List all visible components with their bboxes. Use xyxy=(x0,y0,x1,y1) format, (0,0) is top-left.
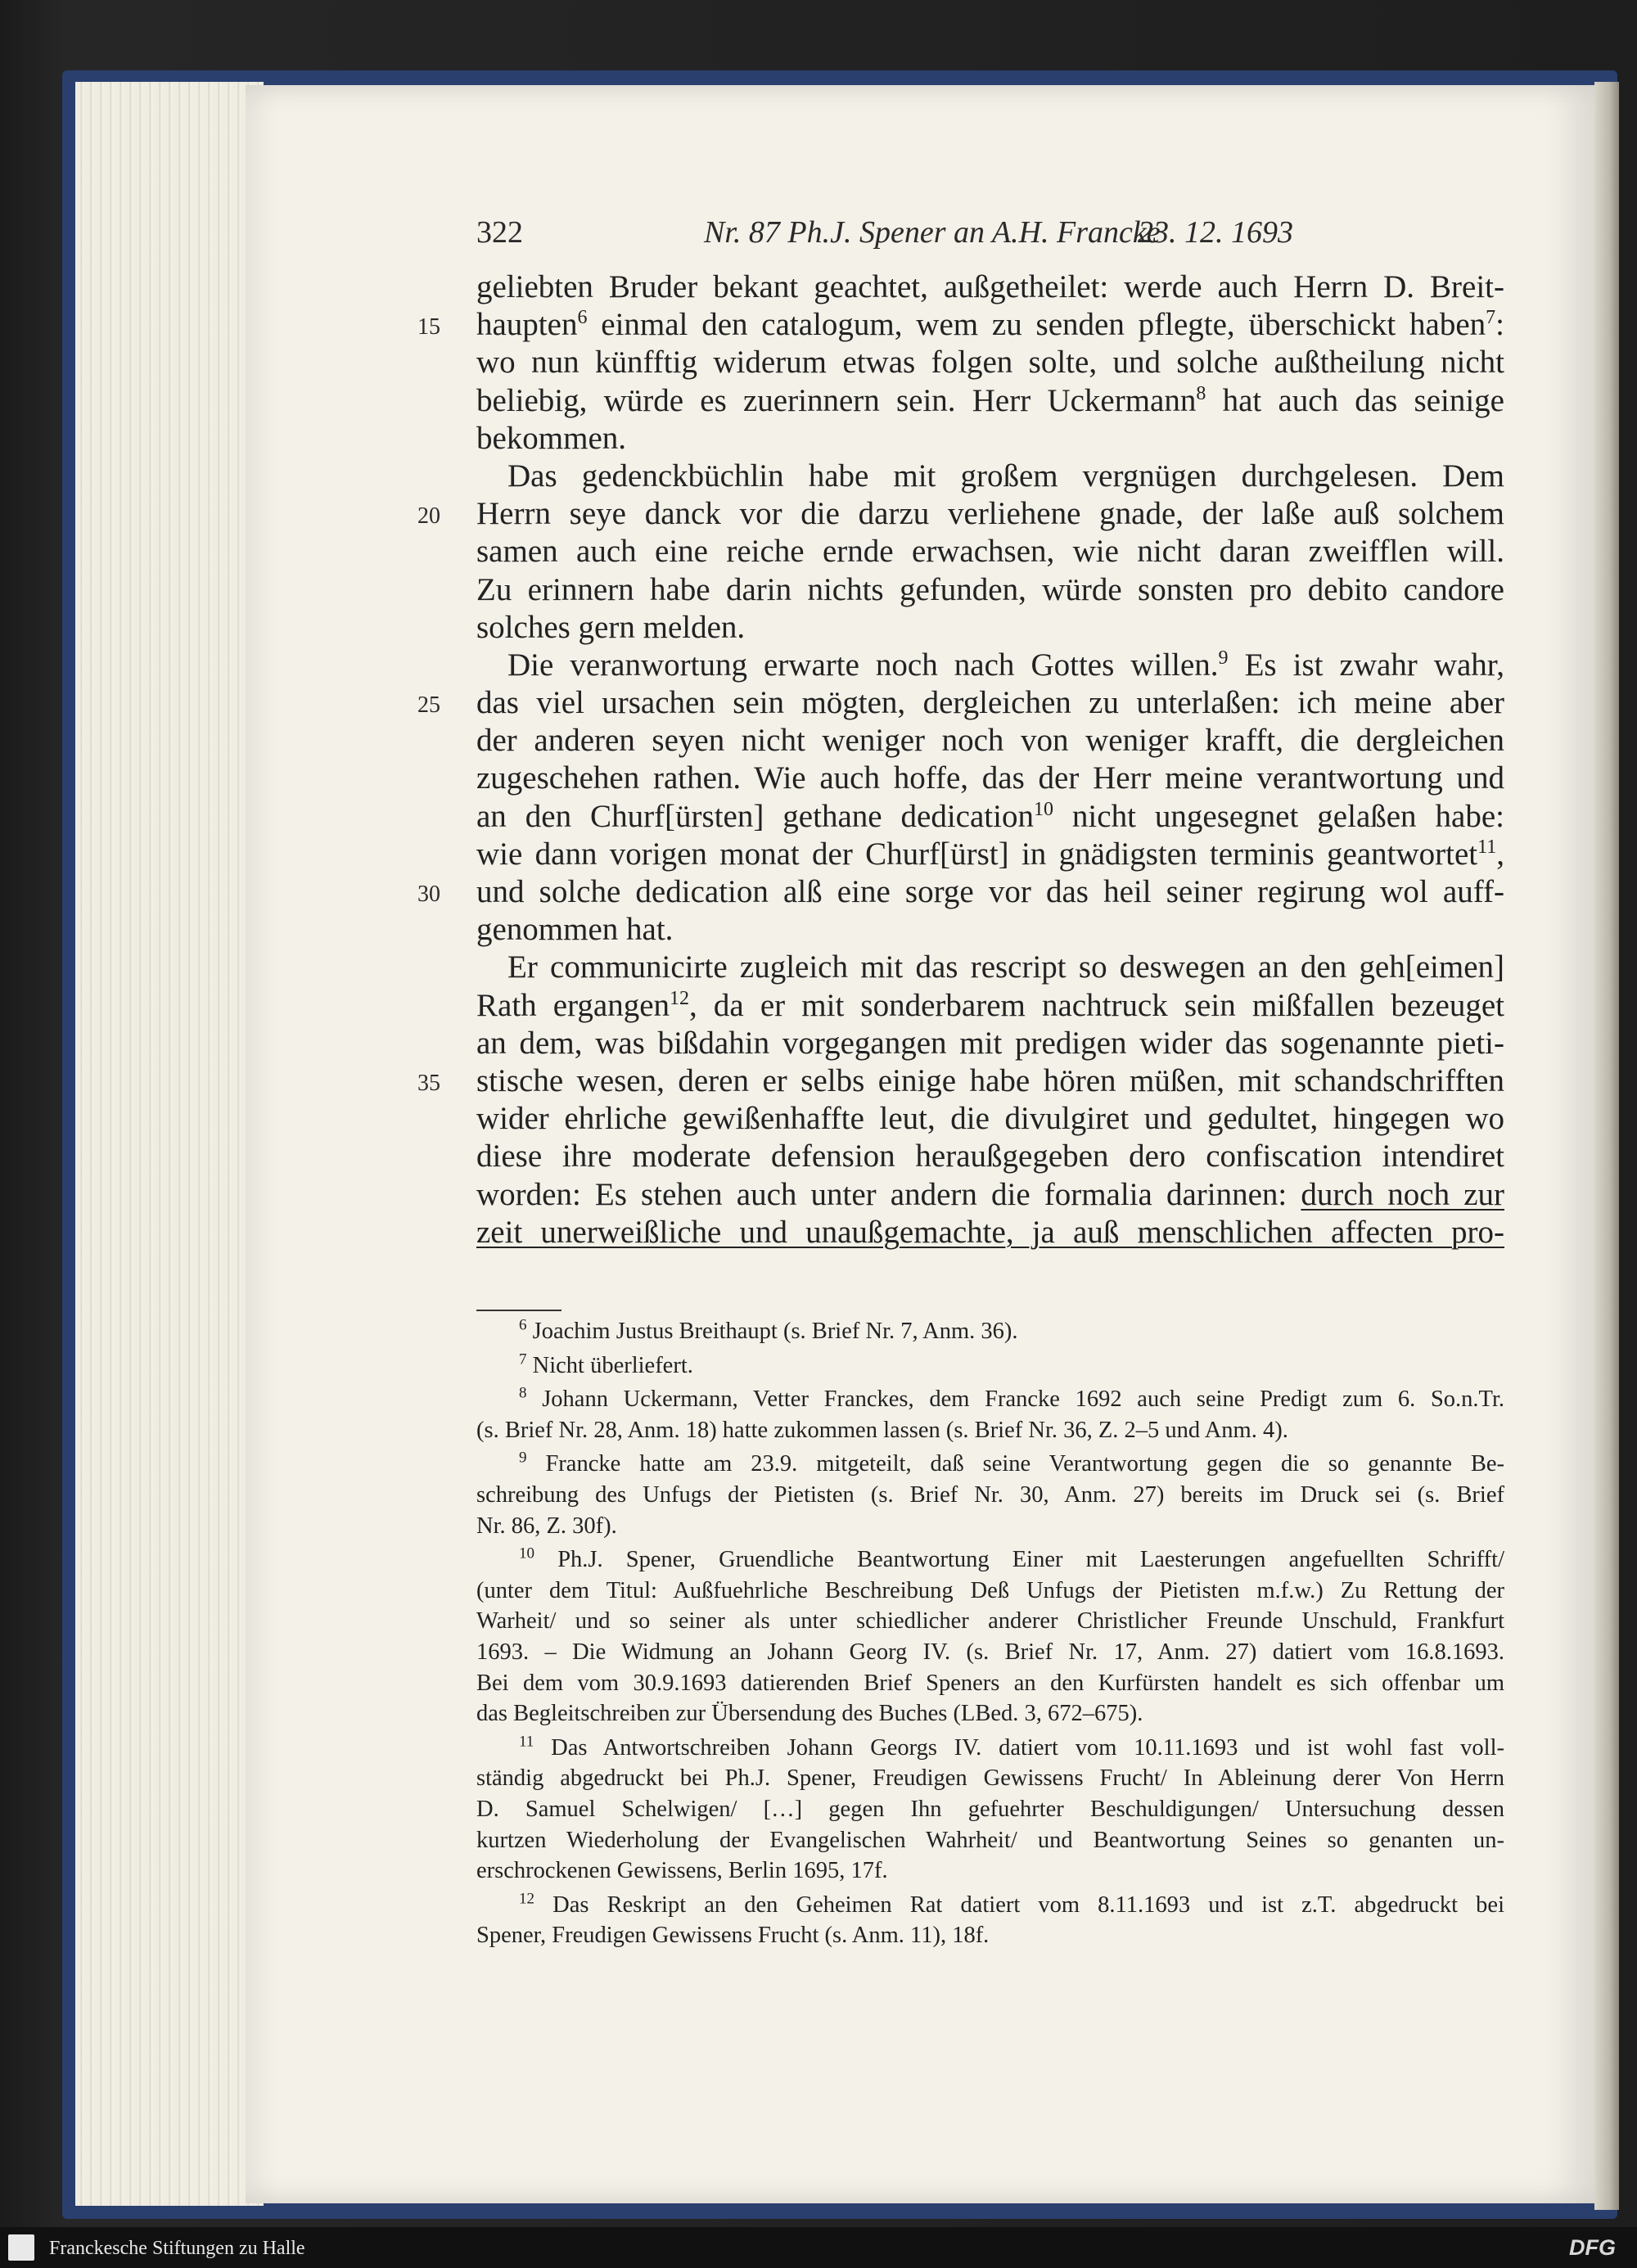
footnote xyxy=(476,1544,1504,1729)
footnote-line xyxy=(476,1511,1504,1542)
footnote-text: Ph.J. Spener, Gruendliche Beantwortung Einer mit Laesterungen angefuellten Schrifft/ xyxy=(557,1547,1505,1573)
footnote-ref: 11 xyxy=(1477,836,1497,858)
header-title: Nr. 87 Ph.J. Spener an A.H. Francke xyxy=(704,215,1161,250)
footnote-text: schreibung des Unfugs der Pietisten (s. Brief Nr. 30, Anm. 27) bereits im Druck sei (s. Brief xyxy=(476,1481,1504,1508)
text-segment: Es ist zwahr wahr, xyxy=(1228,647,1504,683)
text-segment: hat auch das seinige xyxy=(1206,382,1504,418)
footnote-line xyxy=(476,1449,1504,1480)
page-number: 322 xyxy=(476,215,523,250)
letter-body xyxy=(476,268,1504,1251)
line-number: 15 xyxy=(417,314,440,340)
text-segment: solches gern melden. xyxy=(476,609,746,645)
footnote-number: 6 xyxy=(519,1316,527,1334)
line-number: 25 xyxy=(417,692,440,719)
text-segment: , da er mit sonderbarem nachtruck sein mißfallen bezeuget xyxy=(689,987,1504,1023)
footnote-text: Spener, Freudigen Gewissens Frucht (s. Anm. 11), 18f. xyxy=(476,1923,990,1949)
footnote-text: das Begleitschreiben zur Übersendung des Buches (LBed. 3, 672–675). xyxy=(476,1701,1143,1727)
footnote-line xyxy=(476,1855,1504,1887)
footnote xyxy=(476,1890,1504,1951)
text-line xyxy=(476,836,1504,873)
text-segment: worden: Es stehen auch unter andern die formalia darinnen: xyxy=(476,1176,1301,1212)
text-segment: bekommen. xyxy=(476,420,627,456)
dfg-logo: DFG xyxy=(1569,2235,1616,2260)
footnote-line xyxy=(476,1316,1504,1347)
text-line xyxy=(476,1100,1504,1138)
text-segment: Herrn seye danck vor die darzu verliehene gnade, der laße auß solchem xyxy=(476,496,1504,532)
footnote-text: (s. Brief Nr. 28, Anm. 18) hatte zukommen lassen (s. Brief Nr. 36, Z. 2–5 und Anm. 4). xyxy=(476,1417,1288,1443)
footnote-line xyxy=(476,1794,1504,1825)
text-segment: nicht ungesegnet gelaßen habe: xyxy=(1053,798,1504,834)
footnote xyxy=(476,1449,1504,1541)
text-segment: stische wesen, deren er selbs einige habe hören müßen, mit schandschrifften xyxy=(476,1062,1504,1098)
header-date: 23. 12. 1693 xyxy=(1138,215,1293,250)
footnote-text: 1693. – Die Widmung an Johann Georg IV. (s. Brief Nr. 17, Anm. 27) datiert vom 16.8.1693. xyxy=(476,1639,1504,1665)
footnote-text: Francke hatte am 23.9. mitgeteilt, daß seine Verantwortung gegen die so genannte Be- xyxy=(545,1451,1504,1477)
footnote-line xyxy=(476,1825,1504,1856)
text-line xyxy=(476,306,1504,344)
text-line xyxy=(476,760,1504,797)
footnote-line xyxy=(476,1384,1504,1415)
text-segment: Zu erinnern habe darin nichts gefunden, würde sonsten pro debito candore xyxy=(476,571,1504,607)
footnotes xyxy=(476,1316,1504,1955)
text-line xyxy=(476,911,1504,949)
footnote-number: 11 xyxy=(519,1733,534,1751)
footnote-text: Das Reskript an den Geheimen Rat datiert vom 8.11.1693 und ist z.T. abgedruckt bei xyxy=(552,1892,1504,1918)
footnote-text: Johann Uckermann, Vetter Franckes, dem Francke 1692 auch seine Predigt zum 6. So.n.Tr. xyxy=(542,1387,1504,1413)
text-line xyxy=(476,1025,1504,1062)
text-segment: diese ihre moderate defension heraußgegeben dero confiscation intendiret xyxy=(476,1139,1504,1175)
text-line xyxy=(476,268,1504,306)
text-line xyxy=(476,722,1504,760)
text-segment: wo nun künfftig widerum etwas folgen solte, und solche außtheilung nicht xyxy=(476,345,1504,381)
text-line xyxy=(476,609,1504,647)
footnote xyxy=(476,1350,1504,1382)
footnote-ref: 6 xyxy=(577,307,588,329)
text-segment: zeit unerweißliche und unaußgemachte, ja auß menschlichen affecten pro- xyxy=(476,1214,1504,1250)
footnote-text: Joachim Justus Breithaupt (s. Brief Nr. 7, Anm. 36). xyxy=(532,1319,1018,1344)
footnote-number: 9 xyxy=(519,1449,527,1467)
text-line xyxy=(476,495,1504,533)
text-line xyxy=(476,420,1504,458)
footnote-ref: 9 xyxy=(1218,647,1229,669)
text-line xyxy=(476,1062,1504,1100)
footnote-text: D. Samuel Schelwigen/ […] gegen Ihn gefuehrter Beschuldigungen/ Untersuchung dessen xyxy=(476,1796,1504,1822)
text-segment: Das gedenckbüchlin habe mit großem vergnügen durchgelesen. Dem xyxy=(507,458,1504,494)
footnote-text: erschrockenen Gewissens, Berlin 1695, 17f. xyxy=(476,1858,888,1884)
text-segment: Rath ergangen xyxy=(476,987,670,1023)
line-number: 20 xyxy=(417,503,440,530)
footnote-text: kurtzen Wiederholung der Evangelischen Wahrheit/ und Beantwortung Seines so genanten un- xyxy=(476,1827,1504,1853)
text-line xyxy=(476,382,1504,420)
footnote-text: (unter dem Titul: Außfuehrliche Beschreibung Deß Unfugs der Pietisten m.f.w.) Zu Rettung der xyxy=(476,1577,1504,1603)
text-segment: haupten xyxy=(476,307,578,343)
footnote-line xyxy=(476,1637,1504,1668)
footnote-line xyxy=(476,1480,1504,1511)
institution-logo-icon xyxy=(8,2234,34,2261)
footnote-text: Nicht überliefert. xyxy=(532,1352,693,1378)
page-edges xyxy=(75,82,264,2206)
footnote xyxy=(476,1733,1504,1887)
text-line xyxy=(476,873,1504,911)
footnote-number: 7 xyxy=(519,1350,527,1368)
footnote-rule xyxy=(476,1310,561,1311)
right-page-edge xyxy=(1594,82,1619,2210)
text-line xyxy=(476,1214,1504,1251)
running-header xyxy=(476,214,1499,255)
text-segment: genommen hat. xyxy=(476,912,674,948)
text-line xyxy=(476,458,1504,495)
footer-institution: Franckesche Stiftungen zu Halle xyxy=(49,2238,305,2259)
footnote-ref: 7 xyxy=(1486,307,1496,329)
footnote-ref: 10 xyxy=(1033,798,1053,820)
text-line xyxy=(476,344,1504,381)
footnote-ref: 12 xyxy=(670,987,690,1009)
text-segment: : xyxy=(1495,307,1504,343)
text-segment: der anderen seyen nicht weniger noch von weniger krafft, die dergleichen xyxy=(476,723,1504,759)
footnote-text: Das Antwortschreiben Johann Georgs IV. datiert vom 10.11.1693 und ist wohl fast voll- xyxy=(551,1734,1505,1761)
text-line xyxy=(476,949,1504,986)
text-segment: samen auch eine reiche ernde erwachsen, wie nicht daran zweifflen will. xyxy=(476,534,1504,570)
footnote xyxy=(476,1316,1504,1347)
footnote-number: 12 xyxy=(519,1890,534,1908)
footnote-number: 10 xyxy=(519,1544,534,1562)
text-segment: wie dann vorigen monat der Churf[ürst] in gnädigsten terminis geantwortet xyxy=(476,836,1478,872)
footnote-line xyxy=(476,1920,1504,1951)
text-segment: an den Churf[ürsten] gethane dedication xyxy=(476,798,1034,834)
footnote-line xyxy=(476,1415,1504,1446)
text-segment: beliebig, würde es zuerinnern sein. Herr Uckermann xyxy=(476,382,1197,418)
footnote-line xyxy=(476,1350,1504,1382)
footnote xyxy=(476,1384,1504,1445)
text-line xyxy=(476,533,1504,570)
footnote-line xyxy=(476,1544,1504,1576)
text-segment: , xyxy=(1496,836,1504,872)
text-line xyxy=(476,1138,1504,1175)
footnote-number: 8 xyxy=(519,1384,527,1402)
text-line xyxy=(476,987,1504,1025)
footnote-text: ständig abgedruckt bei Ph.J. Spener, Freudigen Gewissens Frucht/ In Ableinung derer Von Herrn xyxy=(476,1765,1504,1792)
footnote-ref: 8 xyxy=(1196,382,1206,404)
text-line xyxy=(476,571,1504,609)
footnote-line xyxy=(476,1668,1504,1699)
text-line xyxy=(476,798,1504,836)
text-segment: einmal den catalogum, wem zu senden pflegte, überschickt haben xyxy=(587,307,1486,343)
footer-bar xyxy=(0,2227,1637,2268)
footnote-line xyxy=(476,1733,1504,1764)
footnote-line xyxy=(476,1890,1504,1921)
text-line xyxy=(476,1176,1504,1214)
text-line xyxy=(476,647,1504,684)
text-segment: und solche dedication alß eine sorge vor das heil seiner regirung wol auff- xyxy=(476,874,1504,909)
text-segment: geliebten Bruder bekant geachtet, außgetheilet: werde auch Herrn D. Breit- xyxy=(476,269,1504,304)
footnote-line xyxy=(476,1698,1504,1729)
footnote-line xyxy=(476,1606,1504,1637)
text-segment: zugeschehen rathen. Wie auch hoffe, das der Herr meine verantwortung und xyxy=(476,760,1504,796)
footnote-text: Nr. 86, Z. 30f). xyxy=(476,1513,617,1539)
footnote-line xyxy=(476,1576,1504,1607)
text-segment: an dem, was bißdahin vorgegangen mit predigen wider das sogenannte pieti- xyxy=(476,1025,1504,1061)
footnote-text: Warheit/ und so seiner als unter schiedlicher anderer Christlicher Freunde Unschuld, Frankfurt xyxy=(476,1608,1504,1634)
text-segment: das viel ursachen sein mögten, dergleichen zu unterlaßen: ich meine aber xyxy=(476,685,1504,721)
text-line xyxy=(476,684,1504,722)
text-segment: wider ehrliche gewißenhaffte leut, die divulgiret und gedultet, hingegen wo xyxy=(476,1101,1504,1137)
text-segment: Er communicirte zugleich mit das rescript so deswegen an den geh[eimen] xyxy=(507,949,1504,985)
text-segment: Die veranwortung erwarte noch nach Gottes willen. xyxy=(507,647,1219,683)
line-number: 30 xyxy=(417,881,440,908)
text-segment: durch noch zur xyxy=(1301,1176,1504,1212)
footnote-text: Bei dem vom 30.9.1693 datierenden Brief Speners an den Kurfürsten handelt es sich offenbar um xyxy=(476,1670,1504,1696)
footnote-line xyxy=(476,1763,1504,1794)
line-number: 35 xyxy=(417,1071,440,1097)
